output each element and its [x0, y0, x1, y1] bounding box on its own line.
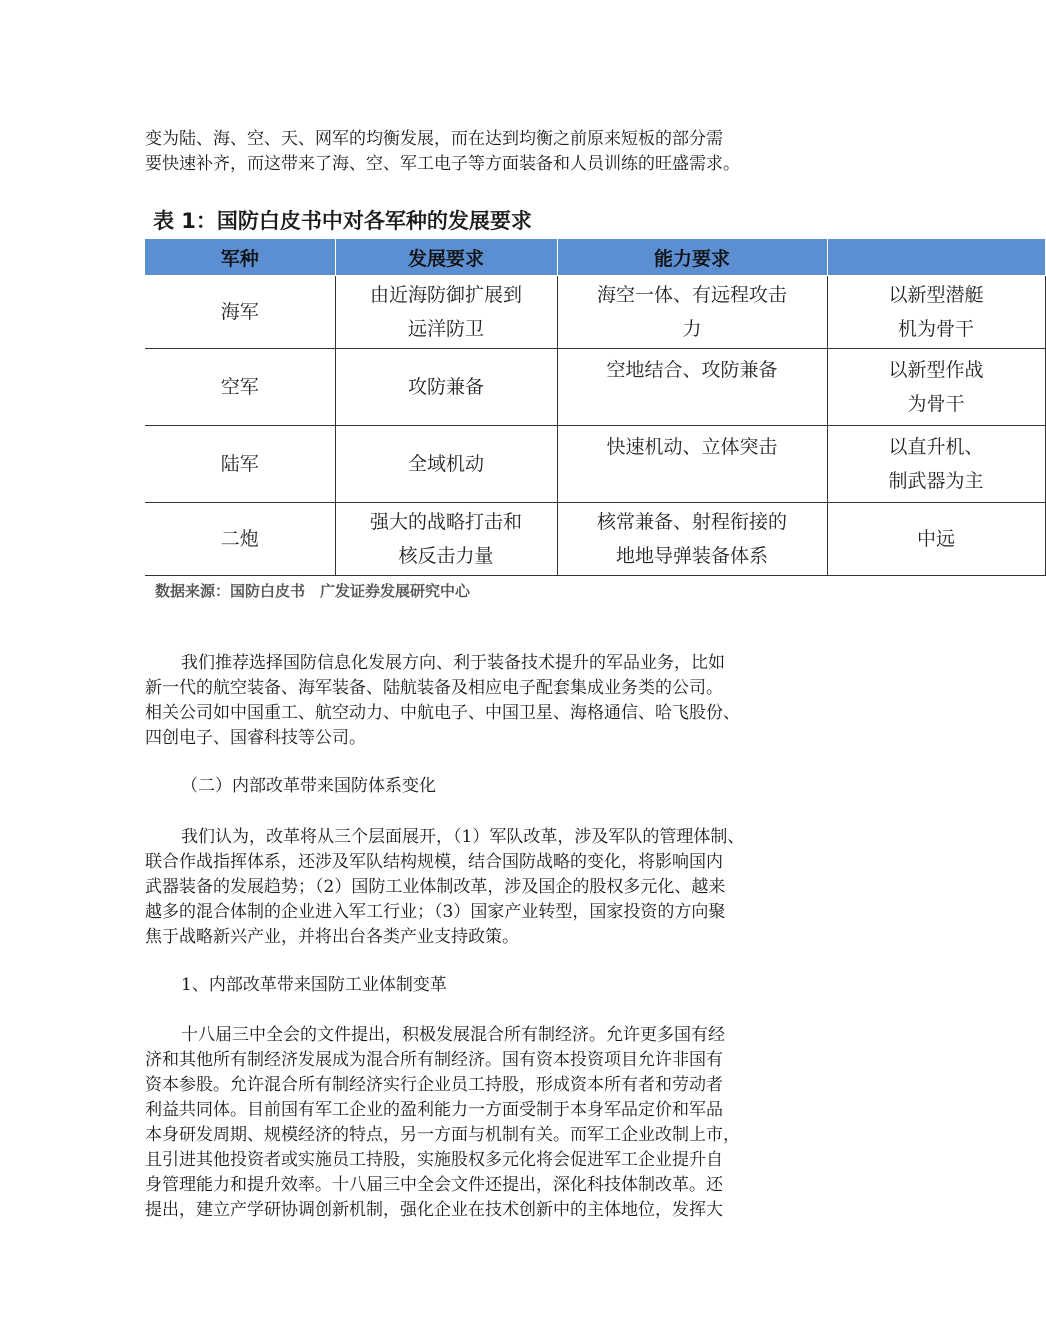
cell-dev: [335, 349, 557, 426]
table-title: 表 1：国防白皮书中对各军种的发展要求: [153, 209, 532, 233]
cell-line: 中远: [916, 528, 955, 550]
text-line: 我们认为，改革将从三个层面展开，（1）军队改革，涉及军队的管理体制、: [181, 827, 745, 847]
cell-line: 由近海防御扩展到: [369, 284, 522, 306]
table-source: 数据来源：国防白皮书 广发证券发展研究中心: [155, 582, 471, 600]
header-branch: 军种: [145, 239, 335, 276]
subsection-heading: [145, 973, 825, 998]
cell-dev: [335, 276, 557, 349]
cell-branch: 陆军: [145, 426, 335, 503]
text-line: 本身研发周期、规模经济的特点，另一方面与机制有关。而军工企业改制上市，: [145, 1125, 740, 1145]
cell-branch: 海军: [145, 276, 335, 349]
text-line: 武器装备的发展趋势；（2）国防工业体制改革，涉及国企的股权多元化、越来: [145, 877, 726, 897]
table-header-row: [145, 239, 1045, 276]
cell-extra: [827, 503, 1045, 576]
cell-line: 以新型潜艇: [888, 284, 984, 306]
text-line: 我们推荐选择国防信息化发展方向、利于装备技术提升的军品业务，比如: [181, 653, 725, 673]
cell-dev: [335, 426, 557, 503]
cell-cap: [557, 426, 827, 503]
heading-text: 1、内部改革带来国防工业体制变革: [181, 975, 447, 995]
header-cap: 能力要求: [557, 239, 827, 276]
cell-branch: 空军: [145, 349, 335, 426]
cell-line: 以新型作战: [888, 359, 984, 381]
text-line: 要快速补齐，而这带来了海、空、军工电子等方面装备和人员训练的旺盛需求。: [145, 154, 740, 174]
cell-extra: [827, 349, 1045, 426]
cell-line: 机为骨干: [897, 318, 974, 340]
text-line: 提出，建立产学研协调创新机制，强化企业在技术创新中的主体地位，发挥大: [145, 1200, 723, 1220]
header-dev: 发展要求: [335, 239, 557, 276]
intro-paragraph: [145, 127, 825, 177]
cell-extra: [827, 276, 1045, 349]
cell-line: 以直升机、: [888, 436, 984, 458]
cell-line: 快速机动、立体突击: [606, 436, 778, 458]
recommendation-paragraph: [145, 651, 825, 751]
text-line: 济和其他所有制经济发展成为混合所有制经济。国有资本投资项目允许非国有: [145, 1050, 723, 1070]
header-extra: [827, 239, 1045, 276]
cell-cap: [557, 349, 827, 426]
cell-line: 为骨干: [907, 393, 965, 415]
cell-cap: [557, 276, 827, 349]
cell-line: 海空一体、有远程攻击: [596, 284, 787, 306]
cell-branch: 二炮: [145, 503, 335, 576]
table-row: [145, 276, 1045, 349]
cell-extra: [827, 426, 1045, 503]
section-heading: [145, 774, 825, 799]
requirements-table: [145, 238, 1046, 576]
table-row: [145, 349, 1045, 426]
mixed-ownership-paragraph: [145, 1023, 825, 1223]
text-line: 越多的混合体制的企业进入军工行业；（3）国家产业转型，国家投资的方向聚: [145, 902, 726, 922]
text-line: 身管理能力和提升效率。十八届三中全会文件还提出，深化科技体制改革。还: [145, 1175, 723, 1195]
cell-line: 强大的战略打击和: [369, 511, 522, 533]
cell-line: 力: [682, 318, 702, 340]
cell-line: 远洋防卫: [407, 318, 484, 340]
cell-line: 空地结合、攻防兼备: [606, 359, 778, 381]
text-line: 相关公司如中国重工、航空动力、中航电子、中国卫星、海格通信、哈飞股份、: [145, 703, 740, 723]
text-line: 新一代的航空装备、海军装备、陆航装备及相应电子配套集成业务类的公司。: [145, 678, 723, 698]
text-line: 四创电子、国睿科技等公司。: [145, 728, 366, 748]
text-line: 焦于战略新兴产业，并将出台各类产业支持政策。: [145, 927, 519, 947]
heading-text: （二）内部改革带来国防体系变化: [181, 776, 436, 796]
text-line: 资本参股。允许混合所有制经济实行企业员工持股，形成资本所有者和劳动者: [145, 1075, 723, 1095]
cell-line: 制武器为主: [888, 470, 984, 492]
table-row: [145, 426, 1045, 503]
table-figure: [145, 202, 984, 607]
cell-line: 核常兼备、射程衔接的: [596, 511, 787, 533]
cell-cap: [557, 503, 827, 576]
text-line: 且引进其他投资者或实施员工持股，实施股权多元化将会促进军工企业提升自: [145, 1150, 723, 1170]
cell-dev: [335, 503, 557, 576]
cell-line: 地地导弹装备体系: [615, 545, 768, 567]
cell-line: 核反击力量: [398, 545, 494, 567]
text-line: 变为陆、海、空、天、网军的均衡发展，而在达到均衡之前原来短板的部分需: [145, 129, 723, 149]
table-row: [145, 503, 1045, 576]
text-line: 十八届三中全会的文件提出，积极发展混合所有制经济。允许更多国有经: [181, 1025, 725, 1045]
cell-line: 攻防兼备: [407, 376, 484, 398]
cell-line: 全域机动: [407, 453, 484, 475]
reform-paragraph: [145, 825, 825, 950]
text-line: 利益共同体。目前国有军工企业的盈利能力一方面受制于本身军品定价和军品: [145, 1100, 723, 1120]
text-line: 联合作战指挥体系，还涉及军队结构规模，结合国防战略的变化，将影响国内: [145, 852, 723, 872]
